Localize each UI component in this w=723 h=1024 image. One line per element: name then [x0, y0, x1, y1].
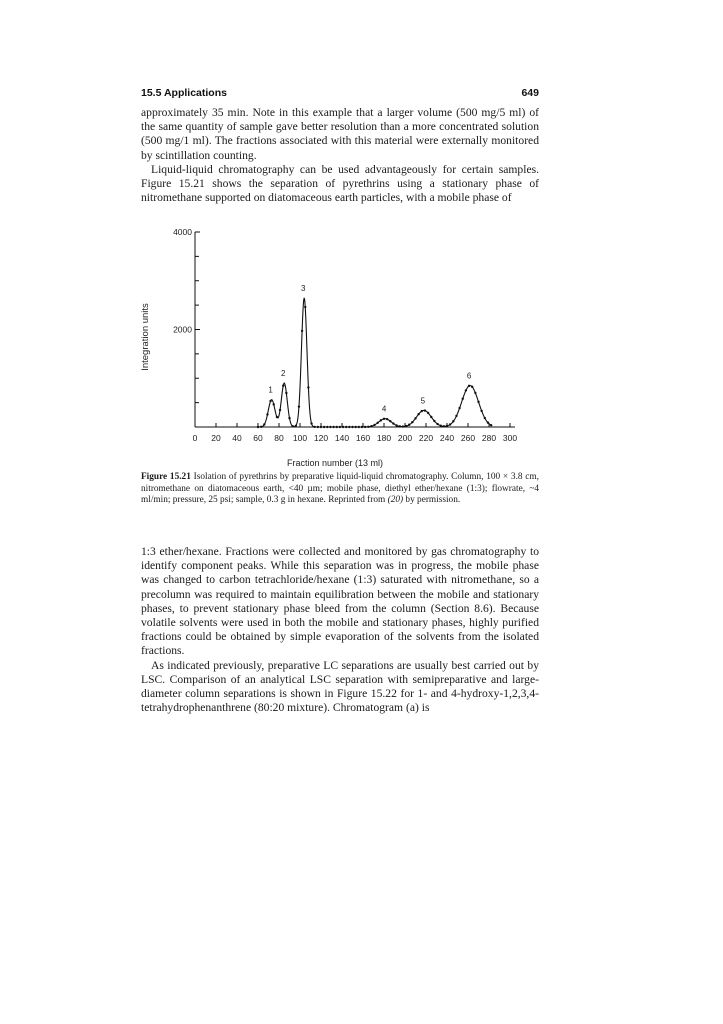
fraction-point: [399, 425, 401, 427]
fraction-point: [285, 392, 287, 394]
fraction-point: [443, 425, 445, 427]
chart-axes: [195, 232, 515, 427]
x-tick-label: 160: [355, 433, 371, 443]
chromatogram-chart: [135, 222, 545, 472]
x-tick-label: 280: [481, 433, 497, 443]
x-tick-label: 60: [253, 433, 263, 443]
fraction-point: [383, 418, 385, 420]
section-title: 15.5 Applications: [141, 87, 227, 99]
fraction-point: [273, 403, 275, 405]
fraction-point: [307, 386, 309, 388]
fraction-point: [276, 416, 278, 418]
bottom-text-block: [141, 545, 539, 715]
figure-caption: [141, 472, 539, 507]
x-axis-label: Fraction number (13 ml): [286, 458, 384, 468]
fraction-point: [474, 392, 476, 394]
running-header: [141, 87, 539, 99]
x-tick-label: 240: [439, 433, 455, 443]
fraction-point: [377, 422, 379, 424]
fraction-point: [471, 386, 473, 388]
page-number: 649: [521, 87, 539, 99]
fraction-point: [257, 426, 259, 428]
peak-labels: [268, 284, 471, 414]
fraction-points: [257, 306, 493, 428]
fraction-point: [458, 407, 460, 409]
fraction-point: [414, 417, 416, 419]
x-tick-label: 260: [460, 433, 476, 443]
fraction-point: [269, 400, 271, 402]
fraction-point: [266, 413, 268, 415]
fraction-point: [301, 330, 303, 332]
x-tick-label: 180: [376, 433, 392, 443]
fraction-point: [373, 424, 375, 426]
fraction-point: [433, 420, 435, 422]
x-tick-label: 40: [232, 433, 242, 443]
x-tick-label: 80: [274, 433, 284, 443]
fraction-point: [484, 417, 486, 419]
fraction-point: [314, 426, 316, 428]
chromatogram-figure: [135, 222, 545, 472]
fraction-point: [304, 306, 306, 308]
fraction-point: [351, 426, 353, 428]
fraction-point: [370, 425, 372, 427]
fraction-point: [430, 416, 432, 418]
fraction-point: [405, 425, 407, 427]
fraction-point: [424, 409, 426, 411]
fraction-point: [354, 426, 356, 428]
y-tick-label: 2000: [173, 324, 192, 335]
x-tick-label: 200: [397, 433, 413, 443]
fraction-point: [480, 410, 482, 412]
fraction-point: [465, 389, 467, 391]
paragraph: As indicated previously, preparative LC separations are usually best carried out by LSC. Comparison of an analytical LSC separation with semipreparative and large-diameter column separations is shown in Figure 15.22 for 1- and 4-hydroxy-1,2,3,4-tetrahydrophenanthrene (80:20 mixture). Chromatogram (a) is: [141, 658, 539, 715]
fraction-point: [310, 422, 312, 424]
fraction-point: [468, 385, 470, 387]
fraction-point: [408, 424, 410, 426]
peak-label: 4: [381, 404, 387, 414]
fraction-point: [449, 423, 451, 425]
fraction-point: [317, 426, 319, 428]
fraction-point: [417, 413, 419, 415]
fraction-point: [288, 417, 290, 419]
fraction-point: [487, 421, 489, 423]
y-tick-label: 4000: [173, 227, 192, 237]
fraction-point: [421, 410, 423, 412]
peak-label: 1: [268, 385, 273, 395]
fraction-point: [323, 426, 325, 428]
fraction-point: [411, 421, 413, 423]
fraction-point: [477, 401, 479, 403]
fraction-point: [320, 426, 322, 428]
fraction-point: [329, 426, 331, 428]
fraction-point: [490, 424, 492, 426]
fraction-point: [440, 424, 442, 426]
fraction-point: [358, 426, 360, 428]
peak-label: 6: [466, 371, 472, 381]
fraction-point: [367, 426, 369, 428]
chromatogram-trace: [258, 298, 492, 427]
fraction-point: [279, 409, 281, 411]
fraction-point: [386, 418, 388, 420]
fraction-point: [339, 426, 341, 428]
peak-label: 3: [300, 283, 306, 293]
caption-label: Figure 15.21: [141, 472, 191, 482]
fraction-point: [282, 385, 284, 387]
fraction-point: [455, 415, 457, 417]
fraction-point: [436, 423, 438, 425]
fraction-point: [295, 425, 297, 427]
fraction-point: [345, 426, 347, 428]
x-tick-label: 0: [192, 433, 198, 443]
fraction-point: [298, 405, 300, 407]
fraction-point: [291, 425, 293, 427]
y-axis-ticks: [173, 227, 200, 403]
fraction-point: [380, 419, 382, 421]
fraction-point: [446, 425, 448, 427]
fraction-point: [336, 426, 338, 428]
fraction-point: [263, 423, 265, 425]
fraction-point: [395, 424, 397, 426]
x-tick-label: 20: [211, 433, 221, 443]
caption-tail: by permission.: [403, 495, 461, 505]
x-tick-label: 220: [418, 433, 434, 443]
fraction-point: [452, 420, 454, 422]
top-text-block: [141, 106, 539, 205]
fraction-point: [361, 426, 363, 428]
fraction-point: [326, 426, 328, 428]
fraction-point: [364, 426, 366, 428]
peak-label: 5: [420, 396, 426, 406]
fraction-point: [260, 426, 262, 428]
paragraph: 1:3 ether/hexane. Fractions were collected and monitored by gas chromatography to identify component peaks. While this separation was in progress, the mobile phase was changed to carbon tetrachloride/hexane (1:3) saturated with nitromethane, so a precolumn was required to maintain equilibration between the mobile and stationary phases, to prevent stationary phase bleed from the column (Section 8.6). Because volatile solvents were used in both the mobile and stationary phases, highly purified fractions could be obtained by simple evaporation of the solvents from the isolated fractions.: [141, 545, 539, 658]
fraction-point: [462, 398, 464, 400]
fraction-point: [342, 426, 344, 428]
fraction-point: [389, 420, 391, 422]
fraction-point: [348, 426, 350, 428]
caption-reference: (20): [387, 495, 404, 505]
fraction-point: [392, 422, 394, 424]
fraction-point: [332, 426, 334, 428]
y-axis-label: Integration units: [140, 303, 151, 371]
paragraph: approximately 35 min. Note in this example that a larger volume (500 mg/5 ml) of the same quantity of sample gave better resolution than a more concentrated solution (500 mg/1 ml). The fractions associated with this material were externally monitored by scintillation counting.: [141, 106, 539, 162]
x-tick-label: 120: [313, 433, 329, 443]
x-tick-label: 140: [334, 433, 350, 443]
peak-label: 2: [281, 369, 286, 379]
caption-text: Isolation of pyrethrins by preparative liquid-liquid chromatography. Column, 100 × 3.8 cm, nitromethane on diatomaceous earth, <40 µm; mobile phase, diethyl ether/hexane (1:3); flowrate, ~4 ml/min; pressure, 25 psi; sample, 0.3 g in hexane. Reprinted from: [141, 472, 539, 505]
fraction-point: [427, 412, 429, 414]
x-tick-label: 100: [292, 433, 308, 443]
fraction-point: [402, 425, 404, 427]
paragraph: Liquid-liquid chromatography can be used advantageously for certain samples. Figure 15.21 shows the separation of pyrethrins using a stationary phase of nitromethane supported on diatomaceous earth particles, with a mobile phase of: [141, 162, 539, 205]
x-tick-label: 300: [502, 433, 518, 443]
